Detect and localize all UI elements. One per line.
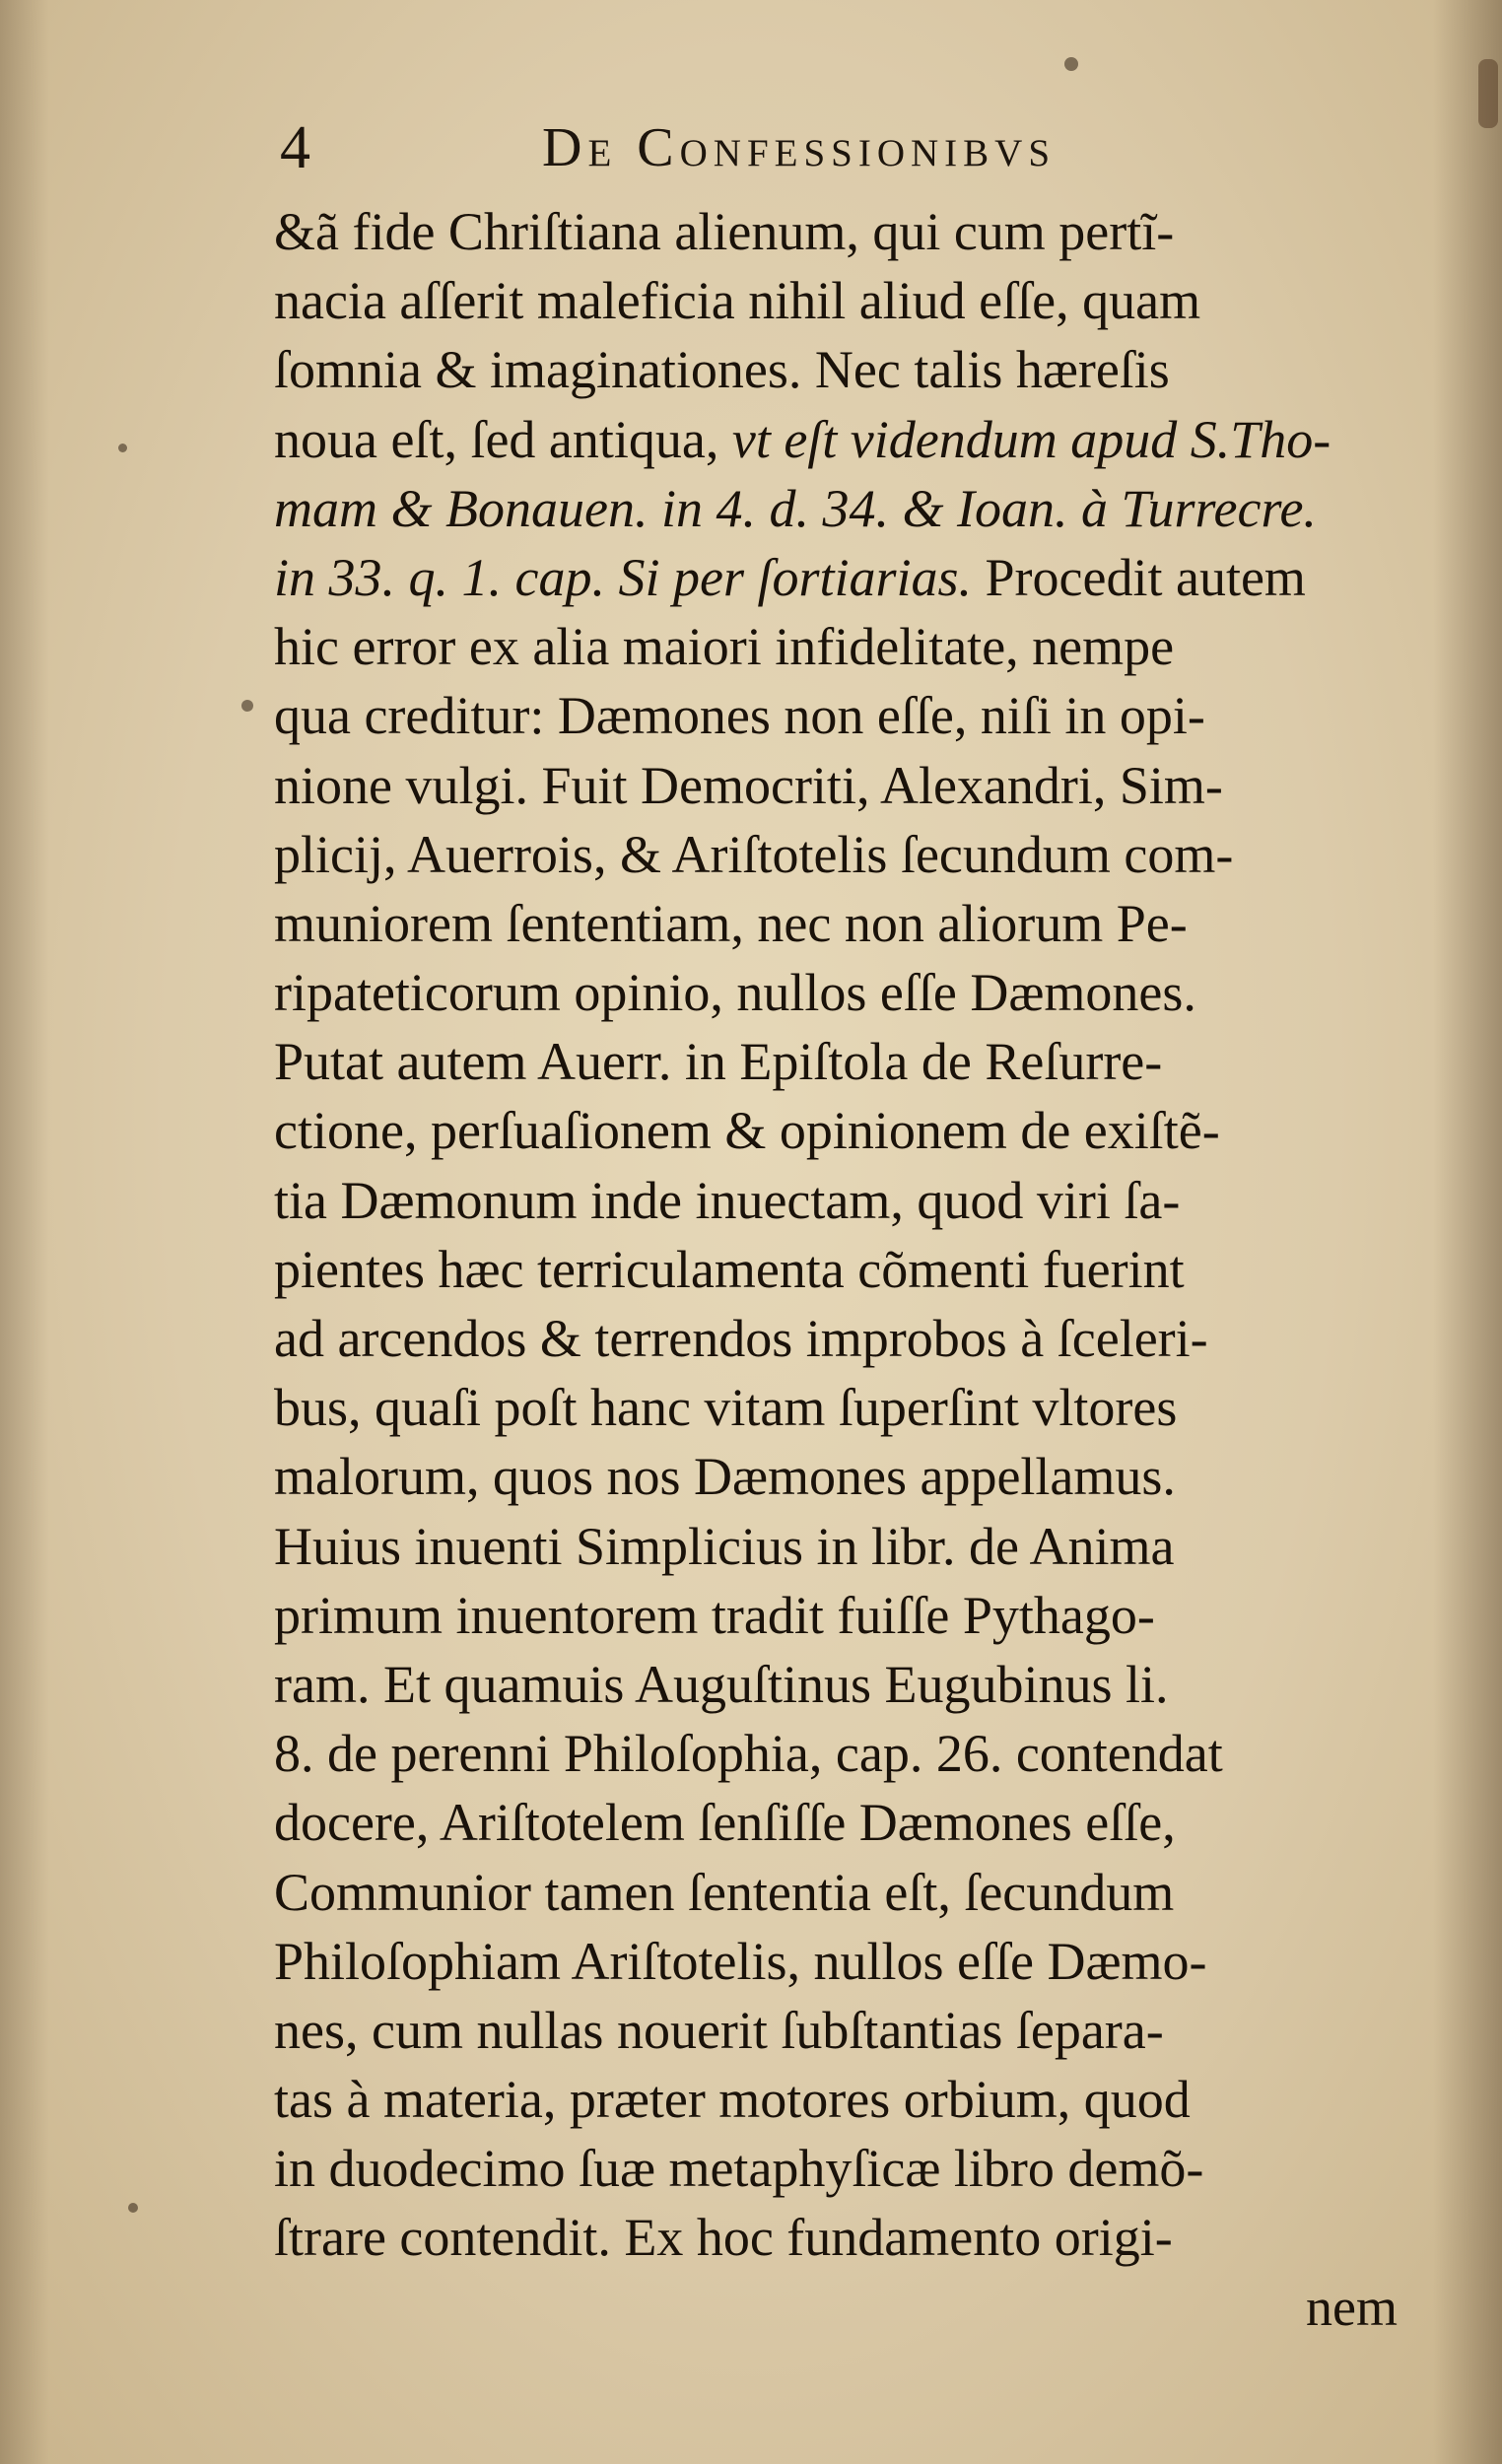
running-title: De Confessionibvs xyxy=(542,117,1057,178)
text-segment: Huius inuenti Simplicius in libr. de Anima xyxy=(274,1516,1175,1576)
text-line xyxy=(274,2065,1407,2134)
text-line xyxy=(274,958,1407,1027)
body-text xyxy=(274,197,1407,2342)
text-segment: qua creditur: Dæmones non eſſe, niſi in opi- xyxy=(274,686,1205,746)
italic-text: vt eſt videndum apud S.Tho- xyxy=(731,409,1331,469)
text-segment: noua eſt, ſed antiqua, xyxy=(274,409,732,469)
text-line xyxy=(274,820,1407,889)
text-segment: ſtrare contendit. Ex hoc fundamento origi- xyxy=(274,2208,1173,2268)
text-segment: ſomnia & imaginationes. Nec talis hæreſis xyxy=(274,340,1170,400)
text-line xyxy=(274,1719,1407,1788)
text-segment: bus, quaſi poſt hanc vitam ſuperſint vltores xyxy=(274,1378,1178,1438)
page-edge-shadow-left xyxy=(0,0,49,2464)
text-line xyxy=(274,266,1407,335)
text-line xyxy=(274,197,1407,266)
text-line xyxy=(274,1166,1407,1235)
text-segment: 8. de perenni Philoſophia, cap. 26. contendat xyxy=(274,1724,1223,1784)
text-line xyxy=(274,889,1407,958)
text-line xyxy=(274,1027,1407,1096)
text-segment: nione vulgi. Fuit Democriti, Alexandri, Sim- xyxy=(274,755,1223,815)
text-line xyxy=(274,335,1407,404)
page-header xyxy=(266,103,1252,192)
ink-speck xyxy=(118,444,127,452)
ink-speck xyxy=(241,700,253,712)
text-line xyxy=(274,1788,1407,1857)
text-line xyxy=(274,1235,1407,1304)
text-segment: ctione, perſuaſionem & opinionem de exiſtẽ- xyxy=(274,1101,1220,1161)
text-line xyxy=(274,1927,1407,1996)
text-segment: pientes hæc terriculamenta cõmenti fuerint xyxy=(274,1239,1185,1299)
text-line xyxy=(274,612,1407,681)
text-segment: &ã fide Chriſtiana alienum, qui cum pertĩ- xyxy=(274,202,1175,261)
text-line xyxy=(274,1512,1407,1581)
text-segment: Procedit autem xyxy=(972,547,1306,607)
text-segment: tas à materia, præter motores orbium, quod xyxy=(274,2070,1191,2130)
italic-text: in 33. q. 1. cap. Si per ſortiarias. xyxy=(274,547,973,607)
text-segment: hic error ex alia maiori infidelitate, nempe xyxy=(274,617,1175,677)
text-segment: nes, cum nullas nouerit ſubſtantias ſepara- xyxy=(274,2000,1164,2060)
ink-speck xyxy=(128,2203,138,2213)
text-segment: Philoſophiam Ariſtotelis, nullos eſſe Dæmo- xyxy=(274,1931,1207,1991)
text-segment: ram. Et quamuis Auguſtinus Eugubinus li. xyxy=(274,1654,1169,1714)
text-segment: Communior tamen ſententia eſt, ſecundum xyxy=(274,1862,1175,1922)
text-segment: Putat autem Auerr. in Epiſtola de Reſurre- xyxy=(274,1032,1163,1092)
text-line xyxy=(274,751,1407,820)
text-line xyxy=(274,1442,1407,1511)
text-segment: plicij, Auerrois, & Ariſtotelis ſecundum com- xyxy=(274,824,1234,884)
text-line xyxy=(274,681,1407,750)
text-segment: tia Dæmonum inde inuectam, quod viri ſa- xyxy=(274,1170,1181,1230)
ink-speck xyxy=(1064,57,1078,71)
catchword: nem xyxy=(1306,2277,1398,2337)
text-segment: muniorem ſententiam, nec non aliorum Pe- xyxy=(274,893,1188,953)
text-line xyxy=(274,1096,1407,1165)
page-edge-stain xyxy=(1478,59,1498,128)
text-segment: ad arcendos & terrendos improbos à ſceleri- xyxy=(274,1309,1208,1368)
text-line xyxy=(274,1650,1407,1719)
text-segment: primum inuentorem tradit fuiſſe Pythago- xyxy=(274,1585,1155,1645)
text-line xyxy=(274,543,1407,612)
text-line xyxy=(274,1304,1407,1373)
text-segment: in duodecimo ſuæ metaphyſicæ libro demõ- xyxy=(274,2139,1204,2199)
page-number: 4 xyxy=(280,114,310,181)
page-edge-shadow-right xyxy=(1433,0,1502,2464)
text-line xyxy=(274,1373,1407,1442)
text-line xyxy=(274,1858,1407,1927)
text-segment: malorum, quos nos Dæmones appellamus. xyxy=(274,1447,1176,1507)
text-segment: nacia aſſerit maleficia nihil aliud eſſe, quam xyxy=(274,271,1201,331)
text-segment: docere, Ariſtotelem ſenſiſſe Dæmones eſſe, xyxy=(274,1793,1176,1853)
text-line xyxy=(274,1996,1407,2065)
text-line xyxy=(274,405,1407,474)
italic-text: mam & Bonauen. in 4. d. 34. & Ioan. à Turrecre. xyxy=(274,478,1317,538)
text-line xyxy=(274,2134,1407,2203)
text-line xyxy=(274,1581,1407,1650)
text-line xyxy=(274,474,1407,543)
text-line xyxy=(274,2203,1407,2272)
text-segment: ripateticorum opinio, nullos eſſe Dæmones. xyxy=(274,963,1196,1023)
